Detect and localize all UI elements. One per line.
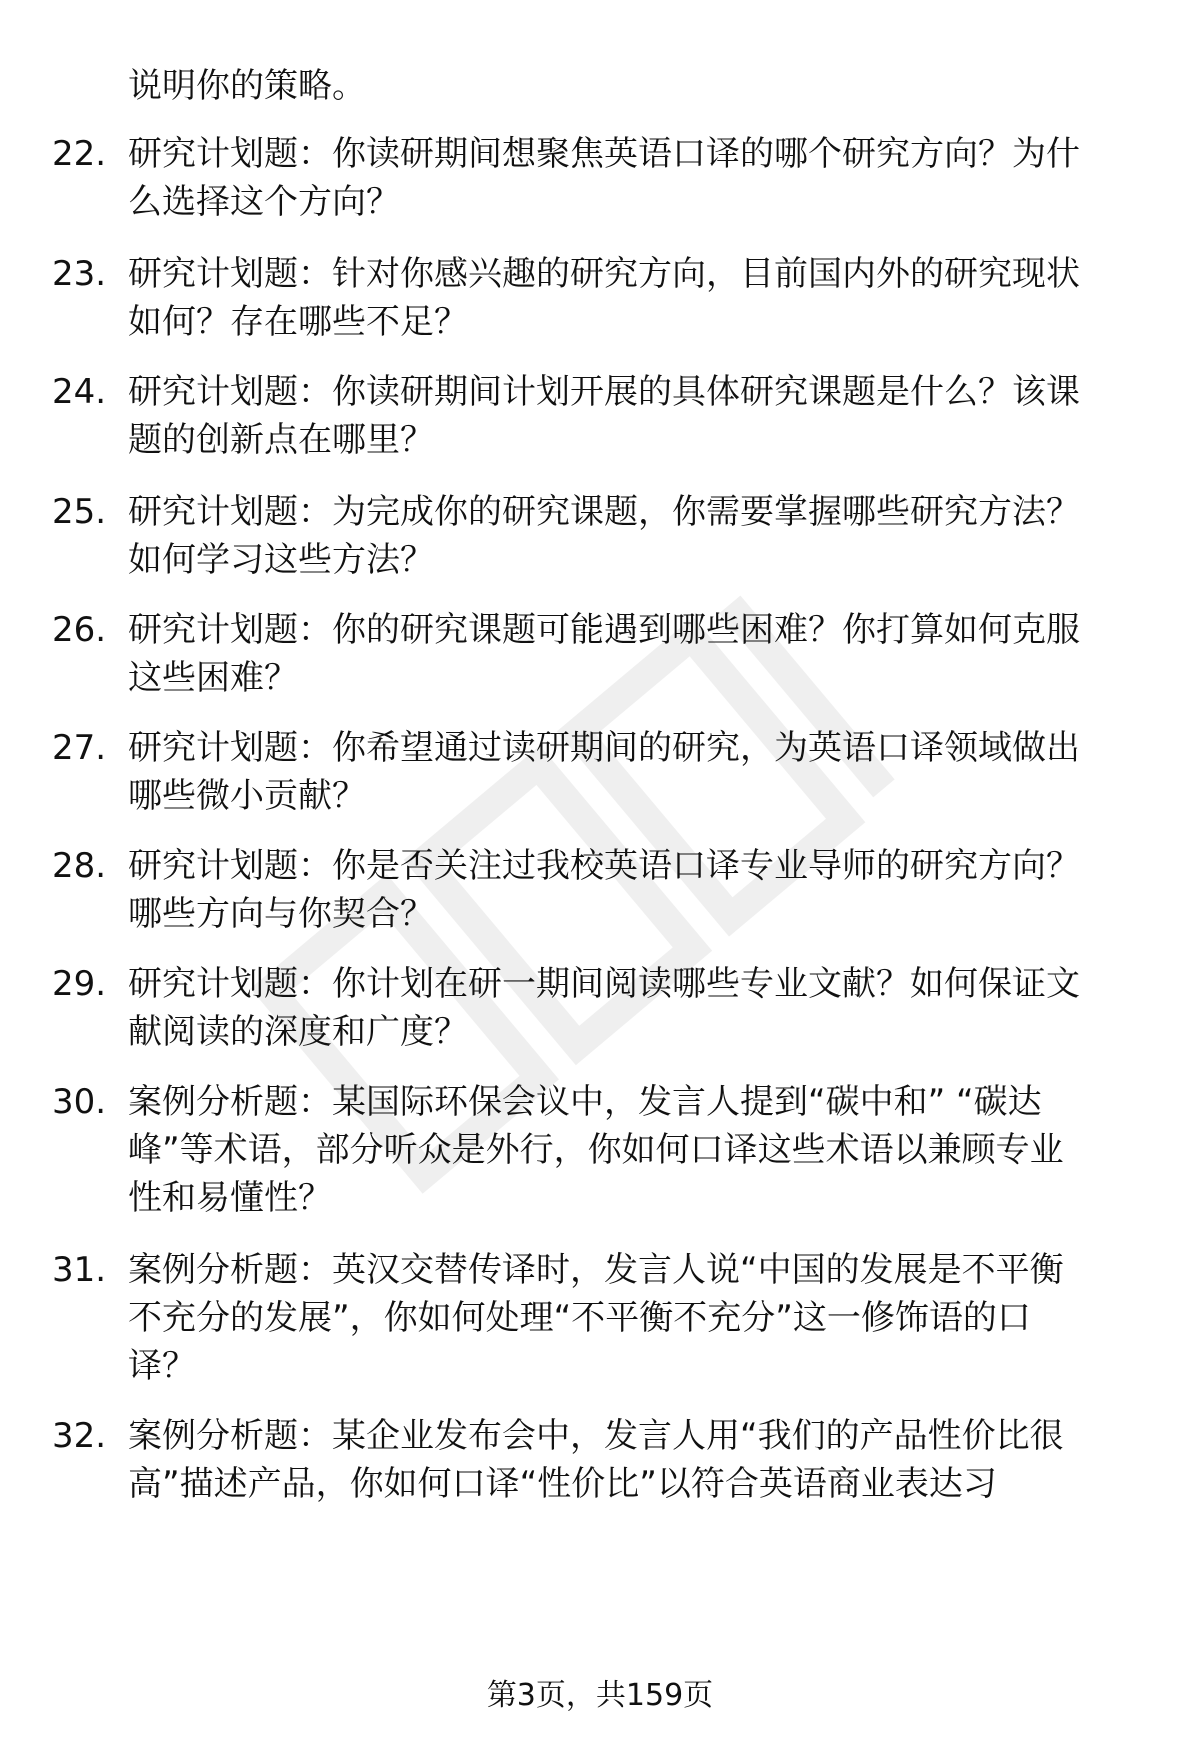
question-line: 如何学习这些方法？ — [128, 540, 434, 580]
question-line: 案例分析题：某企业发布会中，发言人用“我们的产品性价比很 — [128, 1416, 1064, 1456]
question-text — [128, 1078, 1188, 1222]
page-footer: 第3页，共159页 — [486, 1678, 714, 1713]
question-line: 案例分析题：某国际环保会议中，发言人提到“碳中和” “碳达 — [128, 1082, 1042, 1122]
question-text — [128, 960, 1188, 1056]
question-text — [128, 1412, 1188, 1508]
question-line: 峰”等术语，部分听众是外行，你如何口译这些术语以兼顾专业 — [128, 1130, 1064, 1170]
question-text — [128, 250, 1188, 346]
continuation-text: 说明你的策略。 — [128, 66, 366, 106]
question-line: 哪些微小贡献？ — [128, 776, 366, 816]
question-number: 28. — [52, 846, 107, 886]
question-line: 题的创新点在哪里？ — [128, 420, 434, 460]
question-text — [128, 1246, 1188, 1390]
question-text — [128, 488, 1188, 584]
question-text — [128, 724, 1188, 820]
question-line: 不充分的发展”，你如何处理“不平衡不充分”这一修饰语的口 — [128, 1298, 1031, 1338]
question-number: 27. — [52, 728, 107, 768]
question-number: 24. — [52, 372, 107, 412]
question-number: 29. — [52, 964, 107, 1004]
question-line: 研究计划题：你读研期间计划开展的具体研究课题是什么？该课 — [128, 372, 1080, 412]
question-line: 哪些方向与你契合？ — [128, 894, 434, 934]
question-line: 研究计划题：针对你感兴趣的研究方向，目前国内外的研究现状 — [128, 254, 1080, 294]
question-line: 么选择这个方向？ — [128, 182, 400, 222]
question-number: 26. — [52, 610, 107, 650]
question-line: 译？ — [128, 1346, 196, 1386]
question-line: 案例分析题：英汉交替传译时，发言人说“中国的发展是不平衡 — [128, 1250, 1064, 1290]
question-line: 研究计划题：你是否关注过我校英语口译专业导师的研究方向？ — [128, 846, 1080, 886]
question-line: 如何？存在哪些不足？ — [128, 302, 468, 342]
question-text — [128, 368, 1188, 464]
question-line: 这些困难？ — [128, 658, 298, 698]
question-number: 22. — [52, 134, 107, 174]
question-line: 高”描述产品，你如何口译“性价比”以符合英语商业表达习 — [128, 1464, 997, 1504]
question-text — [128, 606, 1188, 702]
question-number: 25. — [52, 492, 107, 532]
question-number: 23. — [52, 254, 107, 294]
question-line: 性和易懂性？ — [128, 1178, 332, 1218]
question-line: 献阅读的深度和广度？ — [128, 1012, 468, 1052]
question-text — [128, 842, 1188, 938]
question-number: 32. — [52, 1416, 107, 1456]
question-line: 研究计划题：你希望通过读研期间的研究，为英语口译领域做出 — [128, 728, 1080, 768]
question-line: 研究计划题：为完成你的研究课题，你需要掌握哪些研究方法？ — [128, 492, 1080, 532]
question-number: 31. — [52, 1250, 107, 1290]
question-line: 研究计划题：你的研究课题可能遇到哪些困难？你打算如何克服 — [128, 610, 1080, 650]
question-number: 30. — [52, 1082, 107, 1122]
question-line: 研究计划题：你读研期间想聚焦英语口译的哪个研究方向？为什 — [128, 134, 1080, 174]
question-line: 研究计划题：你计划在研一期间阅读哪些专业文献？如何保证文 — [128, 964, 1080, 1004]
question-text — [128, 130, 1188, 226]
